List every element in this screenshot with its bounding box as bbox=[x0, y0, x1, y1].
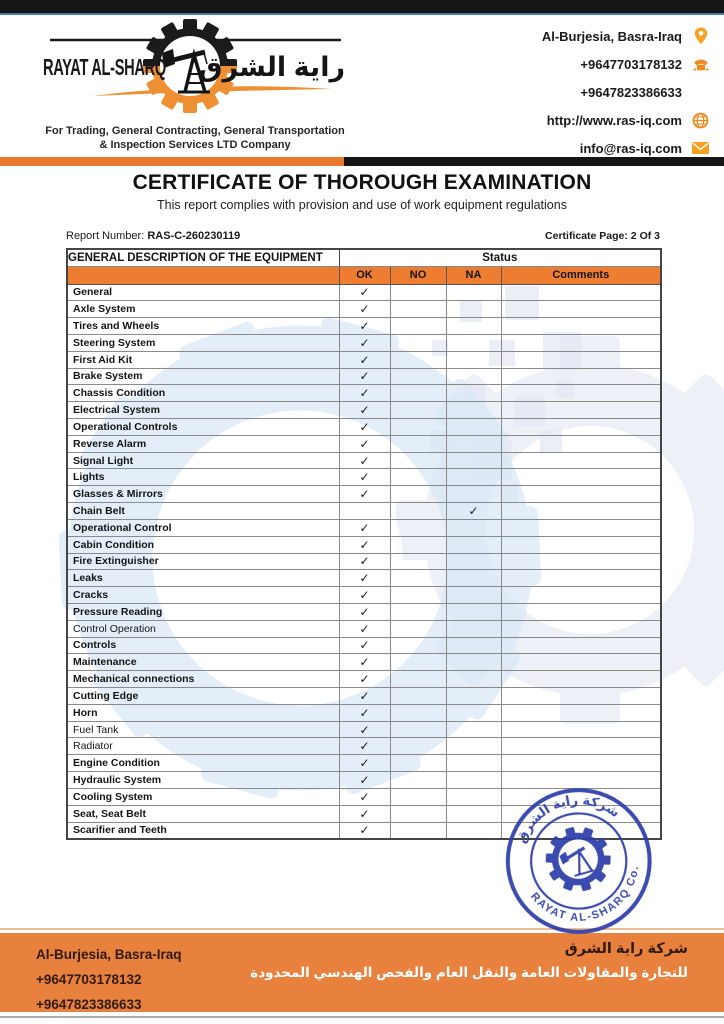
contact-website bbox=[450, 106, 710, 134]
table-row bbox=[67, 469, 661, 486]
table-row bbox=[67, 368, 661, 385]
equipment-label: Axle System bbox=[67, 301, 339, 318]
status-cell-ok: ✓ bbox=[339, 704, 390, 721]
page-title: CERTIFICATE OF THOROUGH EXAMINATION bbox=[132, 171, 592, 194]
status-cell-no bbox=[390, 620, 446, 637]
status-cell-ok: ✓ bbox=[339, 822, 390, 839]
table-row bbox=[67, 755, 661, 772]
status-col-no: NO bbox=[390, 266, 446, 284]
equipment-label: First Aid Kit bbox=[67, 351, 339, 368]
status-cell-no bbox=[390, 284, 446, 301]
status-header-cell: Status bbox=[339, 249, 661, 266]
status-cell-ok: ✓ bbox=[339, 419, 390, 436]
status-cell-na bbox=[446, 284, 501, 301]
company-logo bbox=[38, 18, 352, 122]
status-cell-na bbox=[446, 553, 501, 570]
status-cell-ok: ✓ bbox=[339, 688, 390, 705]
footer-contact bbox=[36, 942, 182, 1017]
table-row bbox=[67, 385, 661, 402]
equipment-label: Cracks bbox=[67, 587, 339, 604]
status-cell-no bbox=[390, 452, 446, 469]
footer-band bbox=[0, 933, 724, 1012]
contact-phone-1 bbox=[450, 50, 710, 78]
status-cell-na bbox=[446, 587, 501, 604]
page-subtitle: This report complies with provision and use of work equipment regulations bbox=[157, 198, 567, 212]
equipment-label: Fire Extinguisher bbox=[67, 553, 339, 570]
table-row bbox=[67, 435, 661, 452]
equipment-label: Control Operation bbox=[67, 620, 339, 637]
equipment-label: Engine Condition bbox=[67, 755, 339, 772]
equipment-label: Glasses & Mirrors bbox=[67, 486, 339, 503]
contact-email-text: info@ras-iq.com bbox=[579, 140, 682, 156]
status-cell-ok: ✓ bbox=[339, 368, 390, 385]
contact-website-text: http://www.ras-iq.com bbox=[546, 112, 682, 128]
footer-bottom-line bbox=[0, 1016, 724, 1018]
status-cell-ok: ✓ bbox=[339, 553, 390, 570]
table-row bbox=[67, 334, 661, 351]
status-cell-no bbox=[390, 402, 446, 419]
logo-name-en: RAYAT AL-SHARQ bbox=[43, 54, 166, 80]
status-cell-comments bbox=[501, 503, 661, 520]
stamp-gear-pumpjack-icon bbox=[538, 819, 618, 899]
equipment-label: Chain Belt bbox=[67, 503, 339, 520]
table-row bbox=[67, 503, 661, 520]
tagline-line-1: For Trading, General Contracting, General Transportation bbox=[45, 125, 345, 137]
status-cell-comments bbox=[501, 587, 661, 604]
status-cell-ok: ✓ bbox=[339, 738, 390, 755]
status-cell-no bbox=[390, 503, 446, 520]
status-col-spacer bbox=[67, 266, 339, 284]
status-col-comments: Comments bbox=[501, 266, 661, 284]
contact-block bbox=[450, 22, 710, 162]
status-cell-ok: ✓ bbox=[339, 334, 390, 351]
status-cell-comments bbox=[501, 755, 661, 772]
footer-phone-2: +9647823386633 bbox=[36, 997, 142, 1012]
status-cell-no bbox=[390, 486, 446, 503]
status-cell-comments bbox=[501, 570, 661, 587]
status-cell-na bbox=[446, 536, 501, 553]
status-cell-comments bbox=[501, 603, 661, 620]
equipment-label: Radiator bbox=[67, 738, 339, 755]
table-row bbox=[67, 654, 661, 671]
equipment-label: Cooling System bbox=[67, 788, 339, 805]
stamp-arabic-text: شركة راية الشرق bbox=[513, 792, 623, 846]
equipment-label: Mechanical connections bbox=[67, 671, 339, 688]
status-cell-na bbox=[446, 603, 501, 620]
contact-phone1-text: +9647703178132 bbox=[580, 56, 682, 72]
status-cell-comments bbox=[501, 553, 661, 570]
status-cell-no bbox=[390, 570, 446, 587]
status-cell-na bbox=[446, 318, 501, 335]
status-cell-comments bbox=[501, 654, 661, 671]
status-cell-no bbox=[390, 772, 446, 789]
contact-phone-2 bbox=[450, 78, 710, 106]
status-cell-comments bbox=[501, 536, 661, 553]
status-cell-na bbox=[446, 788, 501, 805]
status-cell-na bbox=[446, 688, 501, 705]
status-cell-no bbox=[390, 755, 446, 772]
equipment-label: Operational Controls bbox=[67, 419, 339, 436]
status-cell-na bbox=[446, 402, 501, 419]
status-cell-comments bbox=[501, 334, 661, 351]
status-cell-na bbox=[446, 301, 501, 318]
status-cell-comments bbox=[501, 620, 661, 637]
status-cell-no bbox=[390, 587, 446, 604]
status-cell-na bbox=[446, 452, 501, 469]
table-row bbox=[67, 553, 661, 570]
equipment-label: Brake System bbox=[67, 368, 339, 385]
equipment-label: Horn bbox=[67, 704, 339, 721]
status-cell-comments bbox=[501, 738, 661, 755]
table-row bbox=[67, 519, 661, 536]
status-cell-na bbox=[446, 704, 501, 721]
status-cell-ok: ✓ bbox=[339, 788, 390, 805]
status-cell-no bbox=[390, 553, 446, 570]
status-cell-comments bbox=[501, 704, 661, 721]
status-cell-comments bbox=[501, 435, 661, 452]
table-row bbox=[67, 301, 661, 318]
status-cell-na bbox=[446, 368, 501, 385]
equipment-checklist-table bbox=[66, 248, 662, 840]
status-cell-na bbox=[446, 654, 501, 671]
status-cell-ok: ✓ bbox=[339, 587, 390, 604]
table-row bbox=[67, 570, 661, 587]
table-row bbox=[67, 402, 661, 419]
status-cell-no bbox=[390, 385, 446, 402]
status-cell-ok: ✓ bbox=[339, 755, 390, 772]
equipment-label: Cutting Edge bbox=[67, 688, 339, 705]
status-cell-comments bbox=[501, 301, 661, 318]
status-cell-ok: ✓ bbox=[339, 805, 390, 822]
status-cell-ok: ✓ bbox=[339, 570, 390, 587]
equipment-label: Electrical System bbox=[67, 402, 339, 419]
status-cell-ok: ✓ bbox=[339, 486, 390, 503]
status-cell-na bbox=[446, 772, 501, 789]
report-number-label: Report Number: bbox=[66, 230, 148, 242]
footer-address: Al-Burjesia, Basra-Iraq bbox=[36, 947, 182, 962]
status-cell-na bbox=[446, 620, 501, 637]
status-cell-ok: ✓ bbox=[339, 519, 390, 536]
equipment-label: General bbox=[67, 284, 339, 301]
table-header-row bbox=[67, 249, 661, 266]
status-cell-comments bbox=[501, 452, 661, 469]
equipment-label: Steering System bbox=[67, 334, 339, 351]
status-cell-comments bbox=[501, 318, 661, 335]
icon-spacer bbox=[691, 83, 710, 102]
status-cell-no bbox=[390, 536, 446, 553]
footer-company-arabic bbox=[250, 941, 688, 981]
status-cell-no bbox=[390, 334, 446, 351]
status-cell-ok: ✓ bbox=[339, 637, 390, 654]
report-number bbox=[66, 230, 240, 242]
status-cell-no bbox=[390, 738, 446, 755]
status-cell-comments bbox=[501, 402, 661, 419]
globe-icon bbox=[691, 111, 710, 130]
status-cell-ok: ✓ bbox=[339, 385, 390, 402]
phone-icon bbox=[691, 55, 710, 74]
status-cell-ok: ✓ bbox=[339, 603, 390, 620]
company-tagline bbox=[30, 124, 360, 152]
table-row bbox=[67, 419, 661, 436]
status-cell-comments bbox=[501, 721, 661, 738]
equipment-table-body bbox=[67, 284, 661, 839]
status-cell-na bbox=[446, 351, 501, 368]
table-row bbox=[67, 688, 661, 705]
table-row bbox=[67, 620, 661, 637]
status-cell-ok bbox=[339, 503, 390, 520]
status-cell-na bbox=[446, 435, 501, 452]
status-cell-na bbox=[446, 637, 501, 654]
stamp-english-text: RAYAT AL-SHARQ Co. bbox=[528, 864, 642, 924]
status-cell-comments bbox=[501, 519, 661, 536]
equipment-label: Scarifier and Teeth bbox=[67, 822, 339, 839]
status-cell-na bbox=[446, 469, 501, 486]
status-cell-no bbox=[390, 603, 446, 620]
top-black-bar bbox=[0, 0, 724, 15]
table-row bbox=[67, 452, 661, 469]
status-cell-no bbox=[390, 688, 446, 705]
equipment-label: Cabin Condition bbox=[67, 536, 339, 553]
equipment-label: Controls bbox=[67, 637, 339, 654]
equipment-label: Maintenance bbox=[67, 654, 339, 671]
table-row bbox=[67, 738, 661, 755]
table-row bbox=[67, 486, 661, 503]
status-cell-comments bbox=[501, 284, 661, 301]
status-cell-no bbox=[390, 704, 446, 721]
status-col-ok: OK bbox=[339, 266, 390, 284]
status-cell-na bbox=[446, 671, 501, 688]
equipment-label: Pressure Reading bbox=[67, 603, 339, 620]
certificate-page-number: Certificate Page: 2 Of 3 bbox=[545, 230, 660, 242]
status-cell-comments bbox=[501, 351, 661, 368]
location-pin-icon bbox=[691, 27, 710, 46]
report-meta-row bbox=[66, 230, 660, 242]
status-cell-na bbox=[446, 486, 501, 503]
status-cell-na bbox=[446, 419, 501, 436]
status-cell-na bbox=[446, 738, 501, 755]
status-cell-no bbox=[390, 654, 446, 671]
status-cell-ok: ✓ bbox=[339, 671, 390, 688]
orange-black-divider bbox=[0, 157, 724, 166]
status-cell-no bbox=[390, 469, 446, 486]
equipment-label: Leaks bbox=[67, 570, 339, 587]
status-col-na: NA bbox=[446, 266, 501, 284]
status-cell-ok: ✓ bbox=[339, 318, 390, 335]
status-cell-comments bbox=[501, 688, 661, 705]
tagline-line-2: & Inspection Services LTD Company bbox=[99, 139, 291, 151]
status-cell-comments bbox=[501, 637, 661, 654]
equipment-label: Signal Light bbox=[67, 452, 339, 469]
status-cell-ok: ✓ bbox=[339, 435, 390, 452]
equipment-label: Lights bbox=[67, 469, 339, 486]
status-cell-no bbox=[390, 351, 446, 368]
equipment-label: Fuel Tank bbox=[67, 721, 339, 738]
footer-phone-1: +9647703178132 bbox=[36, 972, 142, 987]
status-cell-ok: ✓ bbox=[339, 536, 390, 553]
contact-address-text: Al-Burjesia, Basra-Iraq bbox=[541, 28, 682, 44]
status-cell-no bbox=[390, 637, 446, 654]
table-row bbox=[67, 721, 661, 738]
table-row bbox=[67, 671, 661, 688]
status-cell-no bbox=[390, 805, 446, 822]
logo-name-ar: راية الشرق bbox=[198, 52, 345, 82]
envelope-icon bbox=[691, 139, 710, 158]
status-cell-no bbox=[390, 822, 446, 839]
status-cell-comments bbox=[501, 368, 661, 385]
table-row bbox=[67, 536, 661, 553]
table-row bbox=[67, 603, 661, 620]
status-cell-ok: ✓ bbox=[339, 402, 390, 419]
table-row bbox=[67, 284, 661, 301]
status-cell-na: ✓ bbox=[446, 503, 501, 520]
table-row bbox=[67, 637, 661, 654]
status-cell-comments bbox=[501, 671, 661, 688]
footer-company-name-ar: شركة راية الشرق bbox=[564, 941, 688, 957]
status-cell-ok: ✓ bbox=[339, 284, 390, 301]
status-cell-no bbox=[390, 318, 446, 335]
status-cell-na bbox=[446, 385, 501, 402]
status-cell-na bbox=[446, 721, 501, 738]
status-cell-no bbox=[390, 671, 446, 688]
status-cell-no bbox=[390, 788, 446, 805]
status-cell-comments bbox=[501, 419, 661, 436]
status-cell-na bbox=[446, 334, 501, 351]
equipment-label: Hydraulic System bbox=[67, 772, 339, 789]
status-cell-na bbox=[446, 519, 501, 536]
equipment-label: Seat, Seat Belt bbox=[67, 805, 339, 822]
status-cell-ok: ✓ bbox=[339, 351, 390, 368]
status-cell-no bbox=[390, 368, 446, 385]
table-row bbox=[67, 704, 661, 721]
status-cell-ok: ✓ bbox=[339, 654, 390, 671]
status-cell-na bbox=[446, 570, 501, 587]
status-cell-comments bbox=[501, 486, 661, 503]
status-cell-ok: ✓ bbox=[339, 469, 390, 486]
status-cell-comments bbox=[501, 469, 661, 486]
equipment-label: Reverse Alarm bbox=[67, 435, 339, 452]
status-cell-no bbox=[390, 419, 446, 436]
status-cell-no bbox=[390, 435, 446, 452]
footer-company-description-ar: للتجارة والمقاولات العامة والنقل العام والفحص الهندسي المحدودة bbox=[250, 965, 688, 980]
table-row bbox=[67, 318, 661, 335]
status-cell-comments bbox=[501, 385, 661, 402]
status-cell-ok: ✓ bbox=[339, 721, 390, 738]
contact-phone2-text: +9647823386633 bbox=[580, 84, 682, 100]
status-cell-na bbox=[446, 755, 501, 772]
equipment-label: Chassis Condition bbox=[67, 385, 339, 402]
table-row bbox=[67, 351, 661, 368]
status-columns-row bbox=[67, 266, 661, 284]
report-number-value: RAS-C-260230119 bbox=[147, 230, 241, 242]
equipment-header-cell: GENERAL DESCRIPTION OF THE EQUIPMENT bbox=[67, 249, 339, 266]
status-cell-no bbox=[390, 721, 446, 738]
status-cell-ok: ✓ bbox=[339, 301, 390, 318]
status-cell-ok: ✓ bbox=[339, 772, 390, 789]
status-cell-no bbox=[390, 301, 446, 318]
equipment-label: Operational Control bbox=[67, 519, 339, 536]
contact-address bbox=[450, 22, 710, 50]
table-row bbox=[67, 587, 661, 604]
status-cell-ok: ✓ bbox=[339, 452, 390, 469]
equipment-label: Tires and Wheels bbox=[67, 318, 339, 335]
status-cell-ok: ✓ bbox=[339, 620, 390, 637]
status-cell-no bbox=[390, 519, 446, 536]
